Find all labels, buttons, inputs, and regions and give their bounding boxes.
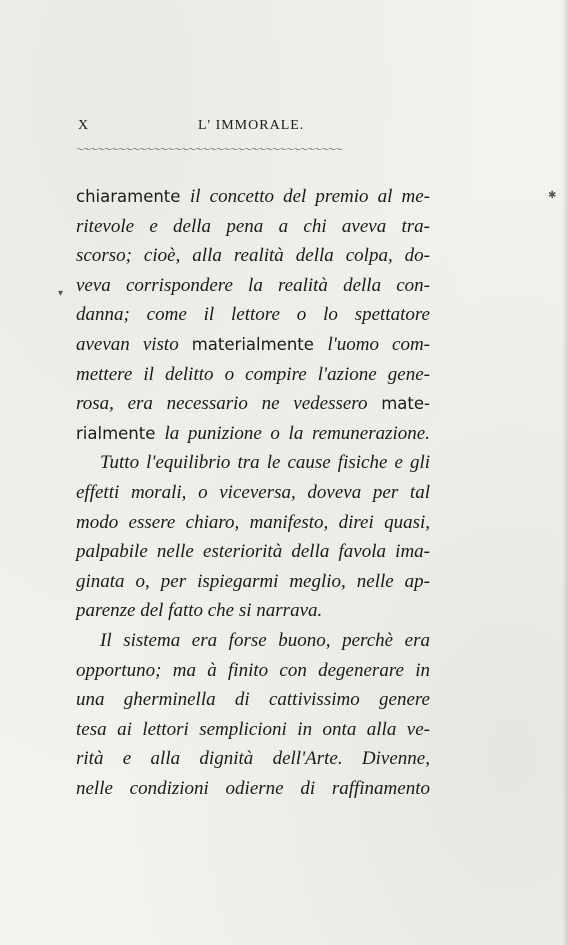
text-line (76, 656, 430, 686)
page-edge-shadow (562, 0, 568, 945)
running-head (78, 118, 428, 140)
italic-text: danna; come il lettore o lo spettatore (76, 304, 430, 326)
italic-text: mettere il delitto o compire l'azione gene- (76, 363, 430, 385)
text-line (76, 508, 430, 538)
ink-speck: ▾ (58, 288, 64, 299)
text-line (76, 567, 430, 597)
text-line (76, 182, 430, 212)
text-line (76, 389, 430, 419)
text-line (76, 419, 430, 449)
text-line (76, 448, 430, 478)
text-line (76, 360, 430, 390)
italic-text: effetti morali, o viceversa, doveva per tal (76, 481, 430, 503)
italic-text: opportuno; ma à finito con degenerare in (76, 659, 430, 681)
italic-text: ginata o, per ispiegarmi meglio, nelle ap- (76, 570, 430, 592)
running-title: L' IMMORALE. (198, 118, 305, 133)
italic-text: il concetto del premio al me- (190, 186, 430, 207)
text-line (76, 537, 430, 567)
page-number: X (78, 118, 89, 133)
text-line (76, 626, 430, 656)
ink-speck: ✱ (548, 190, 557, 201)
roman-text: chiaramente (76, 187, 191, 206)
text-line (76, 271, 430, 301)
italic-text: tesa ai lettori semplicioni in onta alla ve- (76, 718, 430, 740)
italic-text: modo essere chiaro, manifesto, direi quasi, (76, 511, 430, 533)
text-line (76, 596, 430, 626)
italic-text: avevan visto (76, 333, 192, 355)
italic-text: una gherminella di cattivissimo genere (76, 689, 430, 711)
italic-text: palpabile nelle esteriorità della favola ima- (76, 541, 430, 563)
text-line (76, 744, 430, 774)
italic-text: la punizione o la remunerazione. (164, 422, 430, 444)
italic-text: Il sistema era forse buono, perchè era (100, 629, 430, 651)
italic-text: Tutto l'equilibrio tra le cause fisiche e gli (100, 452, 430, 474)
text-line (76, 715, 430, 745)
italic-text: scorso; cioè, alla realità della colpa, do- (76, 245, 430, 267)
italic-text: l'uomo com- (327, 333, 431, 355)
italic-text: nelle condizioni odierne di raffinamento (76, 777, 430, 799)
text-line (76, 774, 430, 804)
roman-text: mate- (381, 394, 430, 414)
text-line (76, 685, 430, 715)
roman-text: rialmente (76, 423, 165, 443)
italic-text: veva corrispondere la realità della con- (76, 274, 430, 296)
text-line (76, 478, 430, 508)
italic-text: rosa, era necessario ne vedessero (76, 393, 382, 415)
ornamental-rule: 〜〜〜〜〜〜〜〜〜〜〜〜〜〜〜〜〜〜〜〜〜〜〜〜〜〜〜〜〜〜〜〜〜〜〜〜〜〜 (76, 146, 342, 154)
text-line (76, 212, 430, 242)
roman-text: materialmente (191, 334, 328, 354)
text-line (76, 241, 430, 271)
text-line (76, 300, 430, 330)
body-text (76, 182, 430, 803)
italic-text: ritevole e della pena a chi aveva tra- (76, 215, 430, 237)
italic-text: rità e alla dignità dell'Arte. Divenne, (76, 748, 430, 770)
text-line (76, 330, 430, 360)
italic-text: parenze del fatto che si narrava. (76, 600, 323, 622)
